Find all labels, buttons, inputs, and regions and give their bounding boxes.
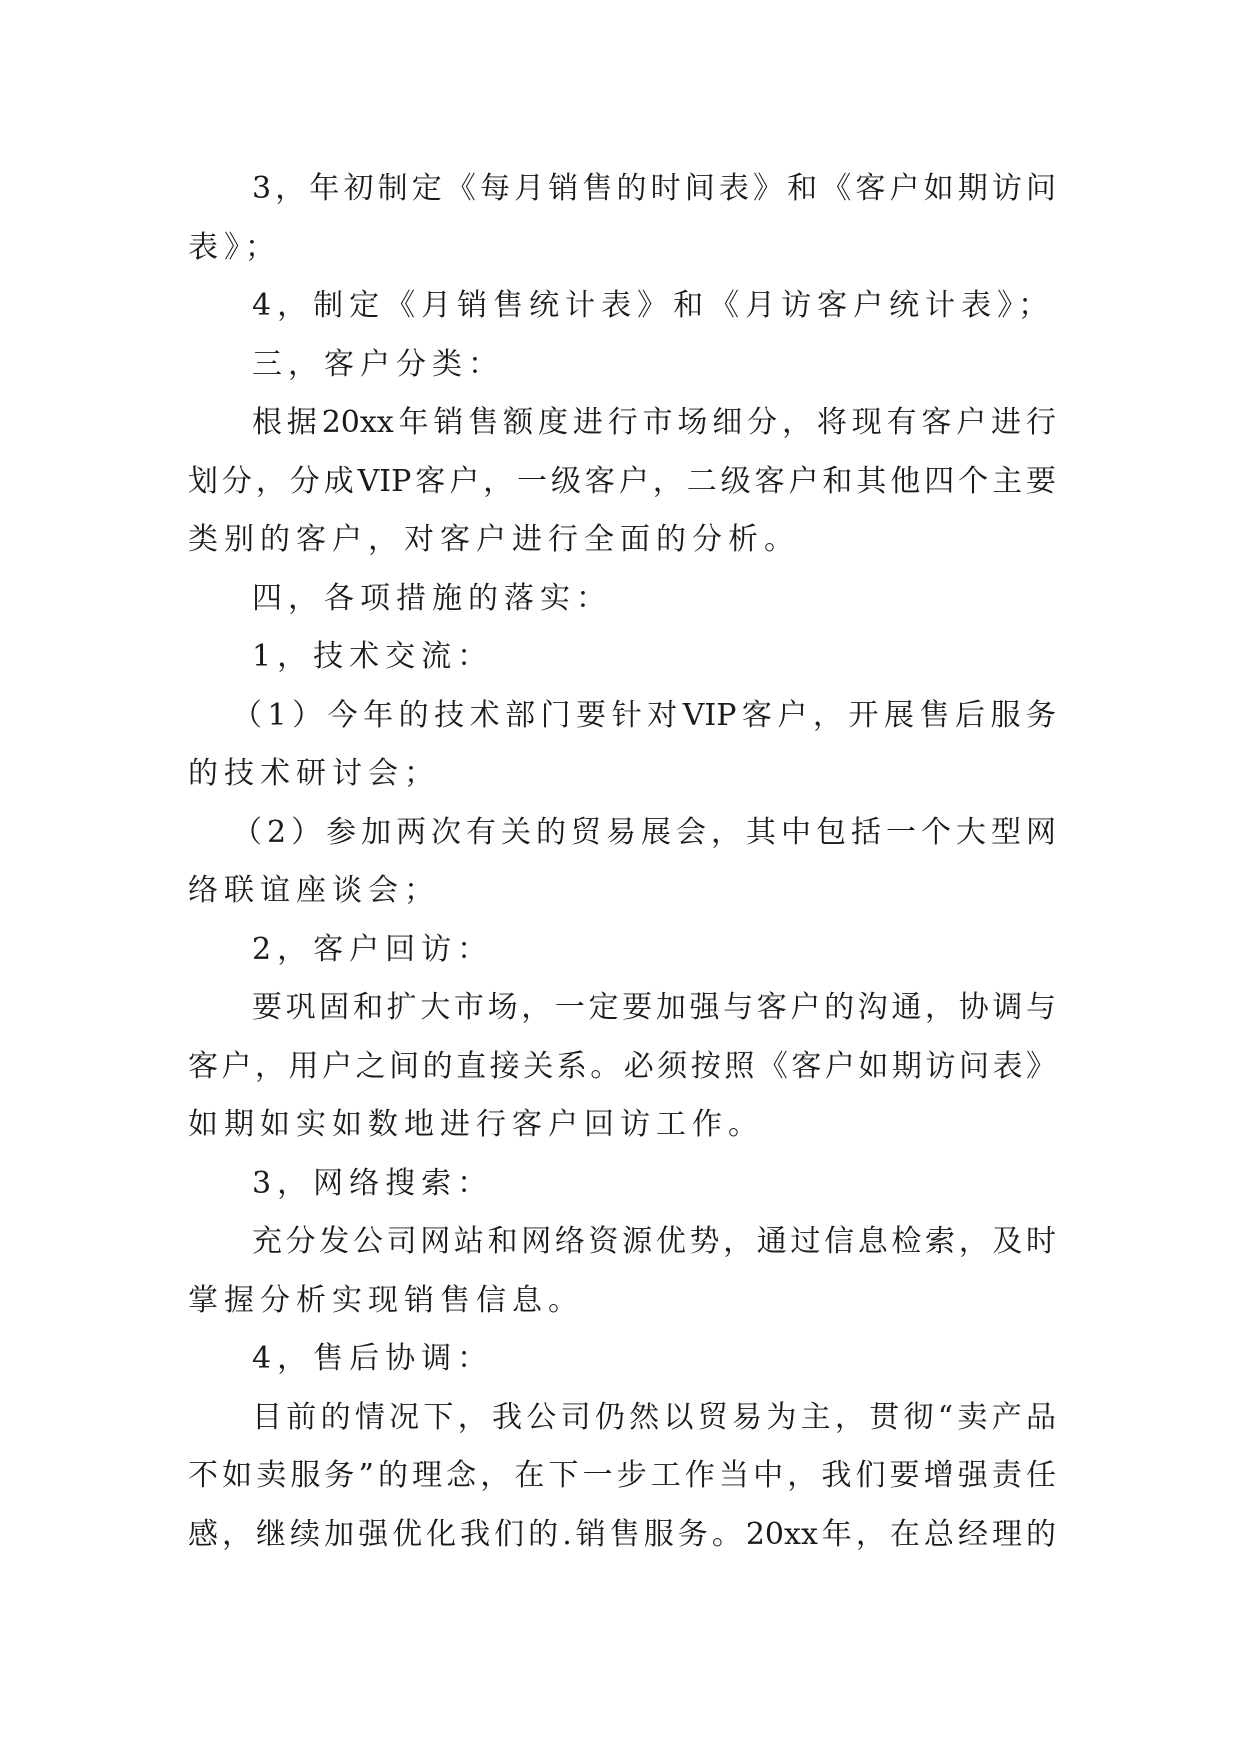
paragraph-line: 客户，用户之间的直接关系。必须按照《客户如期访问表》 [188, 1048, 1056, 1084]
section-heading: 三，客户分类： [252, 346, 504, 382]
paragraph-line: 不如卖服务”的理念，在下一步工作当中，我们要增强责任 [188, 1458, 1056, 1493]
paragraph-line: （2）参加两次有关的贸易展会，其中包括一个大型网 [232, 814, 1056, 850]
subsection-heading: 2，客户回访： [252, 931, 494, 967]
paragraph-line: 要巩固和扩大市场，一定要加强与客户的沟通，协调与 [252, 990, 1056, 1025]
paragraph-line: 划分，分成VIP客户，一级客户，二级客户和其他四个主要 [188, 463, 1056, 499]
paragraph-line: 充分发公司网站和网络资源优势，通过信息检索，及时 [252, 1224, 1056, 1259]
paragraph-line: 表》； [188, 229, 281, 265]
paragraph-line: 络联谊座谈会； [188, 873, 440, 908]
paragraph-line: （1）今年的技术部门要针对VIP客户，开展售后服务 [232, 697, 1056, 733]
paragraph-line: 目前的情况下，我公司仍然以贸易为主，贯彻“卖产品 [252, 1399, 1056, 1435]
document-body [188, 160, 1056, 1564]
subsection-heading: 4，售后协调： [252, 1341, 494, 1376]
subsection-heading: 3，网络搜索： [252, 1165, 494, 1201]
paragraph-line: 4，制定《月销售统计表》和《月访客户统计表》； [252, 288, 1055, 323]
subsection-heading: 1，技术交流： [252, 639, 494, 674]
paragraph-line: 感，继续加强优化我们的.销售服务。20xx年，在总经理的 [188, 1516, 1056, 1552]
paragraph-line: 根据20xx年销售额度进行市场细分，将现有客户进行 [252, 405, 1056, 440]
paragraph-line: 如期如实如数地进行客户回访工作。 [188, 1107, 764, 1142]
paragraph-line: 掌握分析实现销售信息。 [188, 1282, 584, 1318]
section-heading: 四，各项措施的落实： [252, 580, 612, 616]
paragraph-line: 3，年初制定《每月销售的时间表》和《客户如期访问 [252, 171, 1056, 206]
paragraph-line: 类别的客户，对客户进行全面的分析。 [188, 522, 800, 557]
paragraph-line: 的技术研讨会； [188, 756, 440, 791]
